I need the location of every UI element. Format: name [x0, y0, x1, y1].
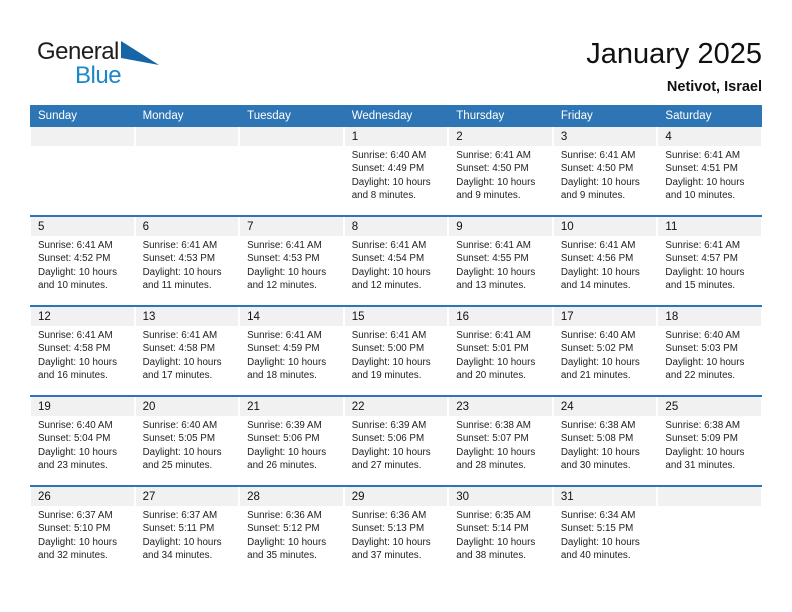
daylight-text: Daylight: 10 hours and 31 minutes.	[665, 446, 745, 472]
daylight-text: Daylight: 10 hours and 20 minutes.	[456, 356, 536, 382]
day-number: 13	[136, 307, 239, 326]
day-number: 23	[449, 397, 552, 416]
day-cell-24	[553, 397, 658, 485]
day-cell-empty	[30, 127, 135, 215]
day-number: 7	[240, 217, 343, 236]
day-info	[136, 416, 239, 473]
sunset-text: Sunset: 5:02 PM	[560, 343, 634, 355]
daylight-text: Daylight: 10 hours and 8 minutes.	[351, 176, 431, 202]
sunrise-text: Sunrise: 6:41 AM	[456, 330, 531, 341]
sunrise-text: Sunrise: 6:39 AM	[351, 420, 427, 431]
daylight-text: Daylight: 10 hours and 23 minutes.	[38, 446, 117, 472]
day-number: 1	[345, 127, 448, 146]
day-info	[31, 236, 134, 293]
sunrise-text: Sunrise: 6:41 AM	[560, 150, 636, 161]
daylight-text: Daylight: 10 hours and 28 minutes.	[456, 446, 536, 472]
week-row-3	[30, 305, 762, 395]
sunset-text: Sunset: 4:54 PM	[351, 253, 425, 265]
day-number: 20	[136, 397, 239, 416]
day-info	[240, 326, 343, 383]
day-number: 25	[658, 397, 761, 416]
day-cell-23	[448, 397, 553, 485]
daylight-text: Daylight: 10 hours and 15 minutes.	[665, 266, 745, 292]
day-cell-18	[657, 307, 762, 395]
day-info	[658, 326, 761, 383]
day-cell-10	[553, 217, 658, 305]
sunrise-text: Sunrise: 6:36 AM	[247, 510, 322, 521]
page-title: January 2025	[586, 38, 762, 70]
week-row-5	[30, 485, 762, 575]
day-info	[31, 506, 134, 563]
sunset-text: Sunset: 4:53 PM	[142, 253, 215, 265]
sunset-text: Sunset: 4:55 PM	[456, 253, 529, 265]
weekday-header-thursday: Thursday	[456, 110, 505, 122]
sunrise-text: Sunrise: 6:40 AM	[560, 330, 636, 341]
week-row-2	[30, 215, 762, 305]
sunrise-text: Sunrise: 6:41 AM	[456, 150, 531, 161]
day-info	[658, 416, 761, 473]
sunset-text: Sunset: 4:52 PM	[38, 253, 111, 265]
day-number: 28	[240, 487, 343, 506]
daylight-text: Daylight: 10 hours and 9 minutes.	[456, 176, 536, 202]
logo-text-general: General	[37, 38, 119, 65]
calendar-grid	[30, 105, 762, 575]
sunset-text: Sunset: 5:06 PM	[351, 433, 425, 445]
weekday-header-friday: Friday	[560, 110, 593, 122]
day-cell-14	[239, 307, 344, 395]
day-number: 9	[449, 217, 552, 236]
weekday-header-wednesday: Wednesday	[351, 110, 413, 122]
day-number-empty	[658, 487, 761, 506]
day-number-empty	[240, 127, 343, 146]
sunset-text: Sunset: 5:11 PM	[142, 523, 215, 535]
day-info	[345, 326, 448, 383]
logo-triangle-icon	[121, 41, 159, 67]
day-cell-4	[657, 127, 762, 215]
daylight-text: Daylight: 10 hours and 25 minutes.	[142, 446, 222, 472]
day-cell-16	[448, 307, 553, 395]
day-info	[345, 506, 448, 563]
weekday-header-saturday: Saturday	[665, 110, 712, 122]
day-info	[449, 326, 552, 383]
day-number: 31	[554, 487, 657, 506]
day-cell-29	[344, 487, 449, 575]
daylight-text: Daylight: 10 hours and 16 minutes.	[38, 356, 117, 382]
day-cell-31	[553, 487, 658, 575]
day-info	[554, 146, 657, 203]
day-info	[240, 236, 343, 293]
week-row-4	[30, 395, 762, 485]
sunrise-text: Sunrise: 6:41 AM	[560, 240, 636, 251]
daylight-text: Daylight: 10 hours and 30 minutes.	[560, 446, 640, 472]
day-number: 16	[449, 307, 552, 326]
day-info	[658, 236, 761, 293]
day-info	[449, 146, 552, 203]
day-info	[345, 146, 448, 203]
daylight-text: Daylight: 10 hours and 21 minutes.	[560, 356, 640, 382]
day-cell-empty	[135, 127, 240, 215]
sunset-text: Sunset: 5:01 PM	[456, 343, 529, 355]
day-number: 3	[554, 127, 657, 146]
daylight-text: Daylight: 10 hours and 35 minutes.	[247, 536, 327, 562]
day-number: 8	[345, 217, 448, 236]
weekday-header-sunday: Sunday	[38, 110, 78, 122]
sunset-text: Sunset: 4:49 PM	[351, 163, 425, 175]
day-info	[449, 506, 552, 563]
day-info	[554, 506, 657, 563]
sunrise-text: Sunrise: 6:36 AM	[351, 510, 427, 521]
day-number: 11	[658, 217, 761, 236]
sunset-text: Sunset: 5:13 PM	[351, 523, 425, 535]
day-info	[136, 236, 239, 293]
day-number: 5	[31, 217, 134, 236]
day-cell-6	[135, 217, 240, 305]
day-number: 18	[658, 307, 761, 326]
sunset-text: Sunset: 5:08 PM	[560, 433, 634, 445]
day-cell-26	[30, 487, 135, 575]
day-number-empty	[136, 127, 239, 146]
day-number: 26	[31, 487, 134, 506]
day-info	[554, 416, 657, 473]
day-cell-9	[448, 217, 553, 305]
weekday-header-monday: Monday	[142, 110, 184, 122]
daylight-text: Daylight: 10 hours and 11 minutes.	[142, 266, 222, 292]
day-number: 12	[31, 307, 134, 326]
day-number: 19	[31, 397, 134, 416]
sunset-text: Sunset: 5:14 PM	[456, 523, 529, 535]
sunrise-text: Sunrise: 6:38 AM	[665, 420, 741, 431]
sunrise-text: Sunrise: 6:40 AM	[665, 330, 741, 341]
daylight-text: Daylight: 10 hours and 13 minutes.	[456, 266, 536, 292]
sunrise-text: Sunrise: 6:40 AM	[142, 420, 218, 431]
week-row-1	[30, 127, 762, 215]
sunrise-text: Sunrise: 6:41 AM	[142, 330, 218, 341]
sunrise-text: Sunrise: 6:41 AM	[665, 240, 741, 251]
sunrise-text: Sunrise: 6:38 AM	[560, 420, 636, 431]
sunrise-text: Sunrise: 6:41 AM	[351, 330, 427, 341]
sunrise-text: Sunrise: 6:41 AM	[247, 240, 322, 251]
day-info	[449, 236, 552, 293]
day-cell-1	[344, 127, 449, 215]
day-info	[345, 236, 448, 293]
sunset-text: Sunset: 5:06 PM	[247, 433, 320, 445]
day-cell-11	[657, 217, 762, 305]
day-number: 27	[136, 487, 239, 506]
day-info	[345, 416, 448, 473]
sunset-text: Sunset: 4:51 PM	[665, 163, 738, 175]
sunrise-text: Sunrise: 6:41 AM	[665, 150, 741, 161]
day-cell-21	[239, 397, 344, 485]
day-cell-28	[239, 487, 344, 575]
day-info	[449, 416, 552, 473]
day-number: 21	[240, 397, 343, 416]
sunset-text: Sunset: 4:58 PM	[142, 343, 215, 355]
day-info	[136, 506, 239, 563]
day-cell-3	[553, 127, 658, 215]
sunset-text: Sunset: 4:50 PM	[456, 163, 529, 175]
day-number: 2	[449, 127, 552, 146]
day-info	[136, 326, 239, 383]
sunrise-text: Sunrise: 6:38 AM	[456, 420, 531, 431]
day-cell-22	[344, 397, 449, 485]
sunset-text: Sunset: 5:04 PM	[38, 433, 111, 445]
daylight-text: Daylight: 10 hours and 18 minutes.	[247, 356, 327, 382]
daylight-text: Daylight: 10 hours and 17 minutes.	[142, 356, 222, 382]
day-cell-17	[553, 307, 658, 395]
sunset-text: Sunset: 5:09 PM	[665, 433, 738, 445]
daylight-text: Daylight: 10 hours and 32 minutes.	[38, 536, 117, 562]
day-info	[658, 146, 761, 203]
day-info	[31, 326, 134, 383]
sunrise-text: Sunrise: 6:39 AM	[247, 420, 322, 431]
sunrise-text: Sunrise: 6:40 AM	[351, 150, 427, 161]
sunset-text: Sunset: 4:58 PM	[38, 343, 111, 355]
daylight-text: Daylight: 10 hours and 34 minutes.	[142, 536, 222, 562]
day-cell-15	[344, 307, 449, 395]
daylight-text: Daylight: 10 hours and 12 minutes.	[351, 266, 431, 292]
logo-text-blue: Blue	[75, 62, 122, 89]
sunrise-text: Sunrise: 6:41 AM	[38, 240, 113, 251]
day-info	[554, 326, 657, 383]
general-blue-logo	[37, 40, 159, 88]
day-number: 30	[449, 487, 552, 506]
sunrise-text: Sunrise: 6:41 AM	[142, 240, 218, 251]
day-info	[240, 506, 343, 563]
weekday-header-row	[30, 105, 762, 127]
daylight-text: Daylight: 10 hours and 27 minutes.	[351, 446, 431, 472]
sunset-text: Sunset: 5:12 PM	[247, 523, 320, 535]
sunrise-text: Sunrise: 6:41 AM	[247, 330, 322, 341]
day-cell-2	[448, 127, 553, 215]
daylight-text: Daylight: 10 hours and 10 minutes.	[38, 266, 117, 292]
sunrise-text: Sunrise: 6:41 AM	[456, 240, 531, 251]
sunrise-text: Sunrise: 6:41 AM	[38, 330, 113, 341]
daylight-text: Daylight: 10 hours and 26 minutes.	[247, 446, 327, 472]
calendar-weeks	[30, 127, 762, 575]
day-number: 6	[136, 217, 239, 236]
sunrise-text: Sunrise: 6:37 AM	[38, 510, 113, 521]
day-info	[554, 236, 657, 293]
daylight-text: Daylight: 10 hours and 10 minutes.	[665, 176, 745, 202]
day-cell-12	[30, 307, 135, 395]
sunset-text: Sunset: 5:00 PM	[351, 343, 425, 355]
daylight-text: Daylight: 10 hours and 37 minutes.	[351, 536, 431, 562]
day-number: 14	[240, 307, 343, 326]
day-cell-19	[30, 397, 135, 485]
daylight-text: Daylight: 10 hours and 38 minutes.	[456, 536, 536, 562]
sunset-text: Sunset: 4:50 PM	[560, 163, 634, 175]
sunset-text: Sunset: 5:07 PM	[456, 433, 529, 445]
day-cell-13	[135, 307, 240, 395]
day-info	[240, 416, 343, 473]
location-subtitle: Netivot, Israel	[666, 79, 762, 95]
sunset-text: Sunset: 5:05 PM	[142, 433, 215, 445]
day-cell-25	[657, 397, 762, 485]
day-number: 4	[658, 127, 761, 146]
day-number: 29	[345, 487, 448, 506]
daylight-text: Daylight: 10 hours and 19 minutes.	[351, 356, 431, 382]
daylight-text: Daylight: 10 hours and 14 minutes.	[560, 266, 640, 292]
sunset-text: Sunset: 5:10 PM	[38, 523, 111, 535]
day-info	[31, 416, 134, 473]
day-number: 10	[554, 217, 657, 236]
daylight-text: Daylight: 10 hours and 40 minutes.	[560, 536, 640, 562]
day-cell-20	[135, 397, 240, 485]
sunrise-text: Sunrise: 6:40 AM	[38, 420, 113, 431]
sunset-text: Sunset: 5:15 PM	[560, 523, 634, 535]
day-cell-27	[135, 487, 240, 575]
day-cell-empty	[657, 487, 762, 575]
daylight-text: Daylight: 10 hours and 9 minutes.	[560, 176, 640, 202]
daylight-text: Daylight: 10 hours and 12 minutes.	[247, 266, 327, 292]
day-cell-8	[344, 217, 449, 305]
sunset-text: Sunset: 4:53 PM	[247, 253, 320, 265]
sunset-text: Sunset: 5:03 PM	[665, 343, 738, 355]
day-cell-5	[30, 217, 135, 305]
sunset-text: Sunset: 4:56 PM	[560, 253, 634, 265]
day-cell-empty	[239, 127, 344, 215]
day-number: 22	[345, 397, 448, 416]
sunrise-text: Sunrise: 6:37 AM	[142, 510, 218, 521]
sunset-text: Sunset: 4:57 PM	[665, 253, 738, 265]
day-cell-30	[448, 487, 553, 575]
day-cell-7	[239, 217, 344, 305]
day-number: 24	[554, 397, 657, 416]
sunrise-text: Sunrise: 6:34 AM	[560, 510, 636, 521]
sunset-text: Sunset: 4:59 PM	[247, 343, 320, 355]
sunrise-text: Sunrise: 6:41 AM	[351, 240, 427, 251]
day-number: 17	[554, 307, 657, 326]
daylight-text: Daylight: 10 hours and 22 minutes.	[665, 356, 745, 382]
sunrise-text: Sunrise: 6:35 AM	[456, 510, 531, 521]
day-number-empty	[31, 127, 134, 146]
day-number: 15	[345, 307, 448, 326]
weekday-header-tuesday: Tuesday	[247, 110, 291, 122]
